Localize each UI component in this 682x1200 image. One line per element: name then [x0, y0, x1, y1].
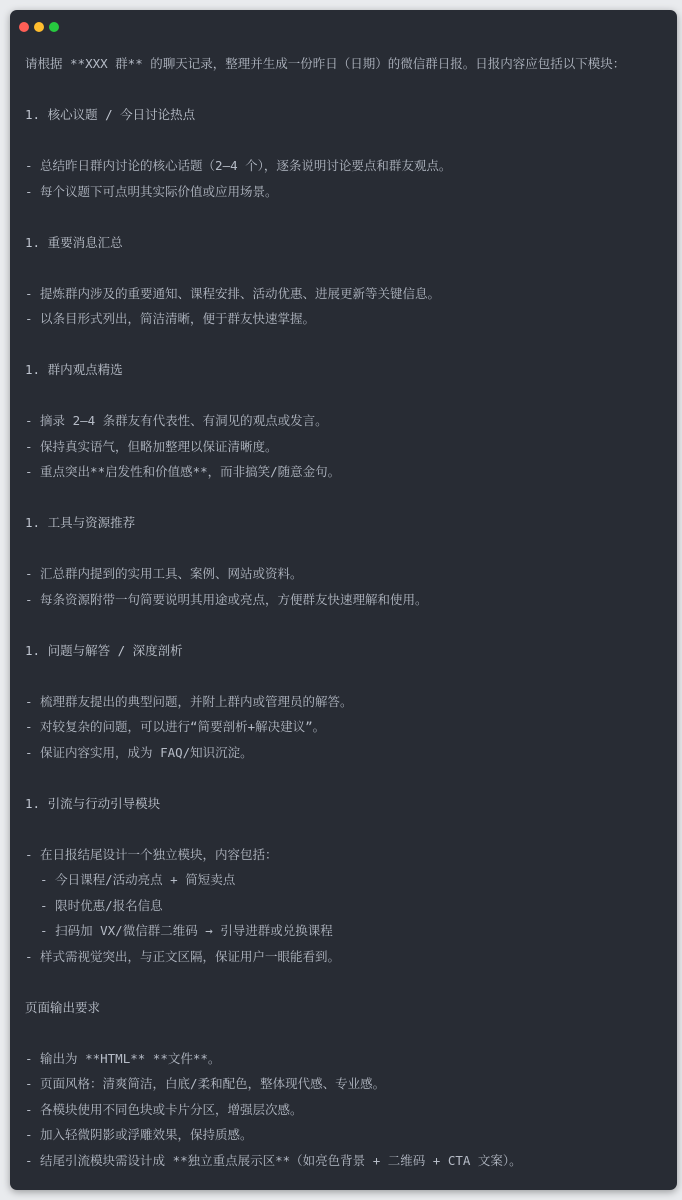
text-line: - 输出为 **HTML** **文件**。: [25, 1050, 221, 1066]
text-line: - 保证内容实用，成为 FAQ/知识沉淀。: [25, 744, 253, 760]
blank-line: [25, 536, 665, 562]
text-line: 1. 工具与资源推荐: [25, 515, 136, 530]
text-line: - 各模块使用不同色块或卡片分区，增强层次感。: [25, 1101, 303, 1117]
text-line: - 限时优惠/报名信息: [25, 897, 163, 913]
text-line: - 重点突出**启发性和价值感**，而非搞笑/随意金句。: [25, 464, 341, 479]
blank-line: [25, 128, 665, 154]
blank-line: [25, 969, 665, 995]
text-line: - 在日报结尾设计一个独立模块，内容包括：: [25, 846, 278, 862]
text-line: - 保持真实语气，但略加整理以保证清晰度。: [25, 438, 278, 454]
blank-line: [25, 332, 665, 358]
text-line: - 汇总群内提到的实用工具、案例、网站或资料。: [25, 566, 303, 581]
text-line: 请根据 **XXX 群** 的聊天记录，整理并生成一份昨日（日期）的微信群日报。日报内容应包括以下模块：: [25, 56, 626, 71]
text-line: - 每条资源附带一句简要说明其用途或亮点，方便群友快速理解和使用。: [25, 591, 428, 607]
text-line: - 今日课程/活动亮点 + 简短卖点: [25, 872, 236, 887]
text-line: - 扫码加 VX/微信群二维码 → 引导进群或兑换课程: [25, 923, 333, 938]
blank-line: [25, 765, 665, 791]
text-line: - 梳理群友提出的典型问题，并附上群内或管理员的解答。: [25, 693, 353, 709]
text-line: 1. 核心议题 / 今日讨论热点: [25, 107, 196, 122]
text-line: - 加入轻微阴影或浮雕效果，保持质感。: [25, 1127, 253, 1142]
minimize-dot-icon[interactable]: [34, 22, 44, 32]
text-line: 页面输出要求: [25, 999, 101, 1015]
blank-line: [25, 612, 665, 638]
text-line: - 对较复杂的问题，可以进行“简要剖析+解决建议”。: [25, 719, 326, 734]
close-dot-icon[interactable]: [19, 22, 29, 32]
blank-line: [25, 816, 665, 842]
text-line: 1. 问题与解答 / 深度剖析: [25, 642, 183, 658]
text-line: - 每个议题下可点明其实际价值或应用场景。: [25, 183, 278, 199]
text-line: - 页面风格：清爽简洁，白底/柔和配色，整体现代感、专业感。: [25, 1076, 386, 1091]
blank-line: [25, 485, 665, 511]
text-line: - 样式需视觉突出，与正文区隔，保证用户一眼能看到。: [25, 948, 341, 964]
blank-line: [25, 77, 665, 103]
blank-line: [25, 255, 665, 281]
text-line: - 摘录 2–4 条群友有代表性、有洞见的观点或发言。: [25, 413, 328, 428]
maximize-dot-icon[interactable]: [49, 22, 59, 32]
text-line: 1. 重要消息汇总: [25, 234, 123, 250]
code-window: [10, 10, 677, 1190]
text-line: 1. 引流与行动引导模块: [25, 795, 161, 811]
window-titlebar: [10, 10, 677, 46]
blank-line: [25, 1020, 665, 1046]
text-line: 1. 群内观点精选: [25, 362, 123, 377]
blank-line: [25, 663, 665, 689]
text-line: - 总结昨日群内讨论的核心话题（2–4 个），逐条说明讨论要点和群友观点。: [25, 158, 452, 173]
text-line: - 提炼群内涉及的重要通知、课程安排、活动优惠、进展更新等关键信息。: [25, 285, 441, 301]
text-line: - 结尾引流模块需设计成 **独立重点展示区**（如亮色背景 + 二维码 + CTA 文案）。: [25, 1152, 522, 1168]
blank-line: [25, 204, 665, 230]
blank-line: [25, 383, 665, 409]
text-content: [25, 51, 665, 1173]
text-line: - 以条目形式列出，简洁清晰，便于群友快速掌握。: [25, 311, 316, 326]
